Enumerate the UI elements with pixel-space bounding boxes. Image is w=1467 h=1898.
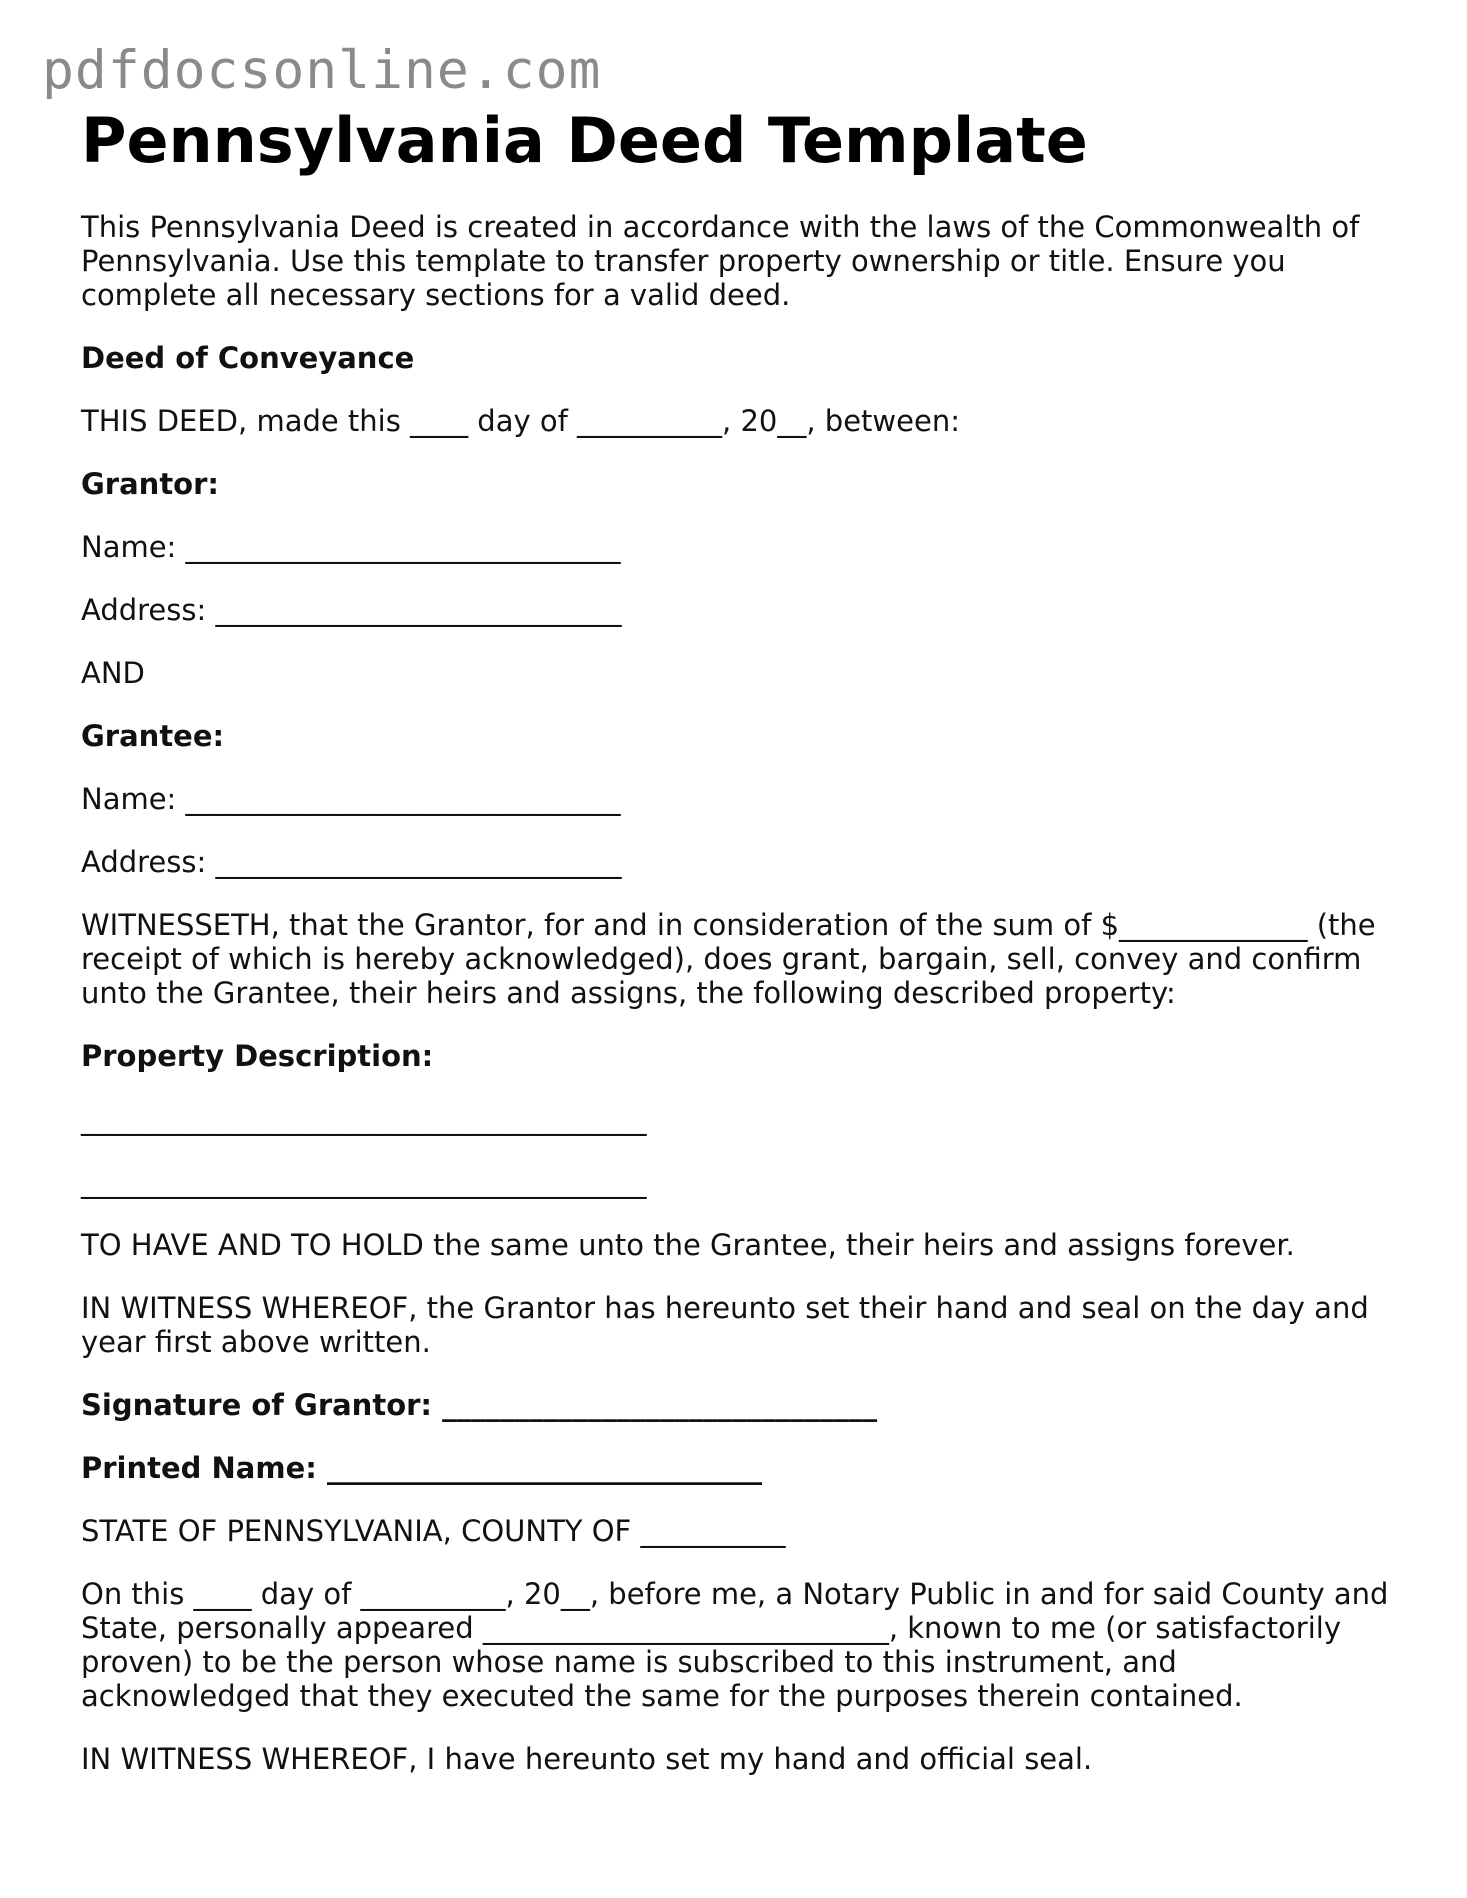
property-description-line-2: _______________________________________ [81,1165,647,1199]
grantee-heading: Grantee: [81,719,225,753]
grantor-name-field: Name: ______________________________ [81,530,621,564]
intro-paragraph: This Pennsylvania Deed is created in accordance with the laws of the Commonwealth of Pennsylvania. Use this template to transfer property ownership or title. Ensure you complete all necessary sections for a valid deed. [81,210,1360,312]
notary-acknowledgment-paragraph: On this ____ day of __________, 20__, before me, a Notary Public in and for said County and State, personally appeared ____________________________, known to me (or satisfactorily proven) to be the person whose name is subscribed to this instrument, and acknowledged that they executed the same for the purposes therein contained. [81,1577,1389,1713]
and-text: AND [81,656,145,690]
grantor-heading: Grantor: [81,467,220,501]
document-page [81,105,1391,1776]
watermark: pdfdocsonline.com [42,40,602,101]
state-county-line: STATE OF PENNSYLVANIA, COUNTY OF __________ [81,1514,786,1548]
deed-date-line: THIS DEED, made this ____ day of __________, 20__, between: [81,404,960,438]
witnesseth-paragraph: WITNESSETH, that the Grantor, for and in consideration of the sum of $_____________ (the receipt of which is hereby acknowledged), does grant, bargain, sell, convey and confirm unto the Grantee, their heirs and assigns, the following described property: [81,908,1376,1010]
printed-name-field: Printed Name: ______________________________ [81,1451,762,1485]
grantor-signature-field: Signature of Grantor: ______________________________ [81,1388,878,1422]
page-title: Pennsylvania Deed Template [81,104,1088,177]
notary-witness-line: IN WITNESS WHEREOF, I have hereunto set my hand and official seal. [81,1742,1093,1776]
grantee-address-field: Address: ____________________________ [81,845,622,879]
property-description-heading: Property Description: [81,1039,434,1073]
grantee-name-field: Name: ______________________________ [81,782,621,816]
habendum-paragraph: TO HAVE AND TO HOLD the same unto the Grantee, their heirs and assigns forever. [81,1228,1295,1262]
grantor-address-field: Address: ____________________________ [81,593,622,627]
property-description-line-1: _______________________________________ [81,1102,647,1136]
witness-whereof-paragraph: IN WITNESS WHEREOF, the Grantor has hereunto set their hand and seal on the day and year first above written. [81,1291,1369,1359]
conveyance-heading: Deed of Conveyance [81,341,415,375]
